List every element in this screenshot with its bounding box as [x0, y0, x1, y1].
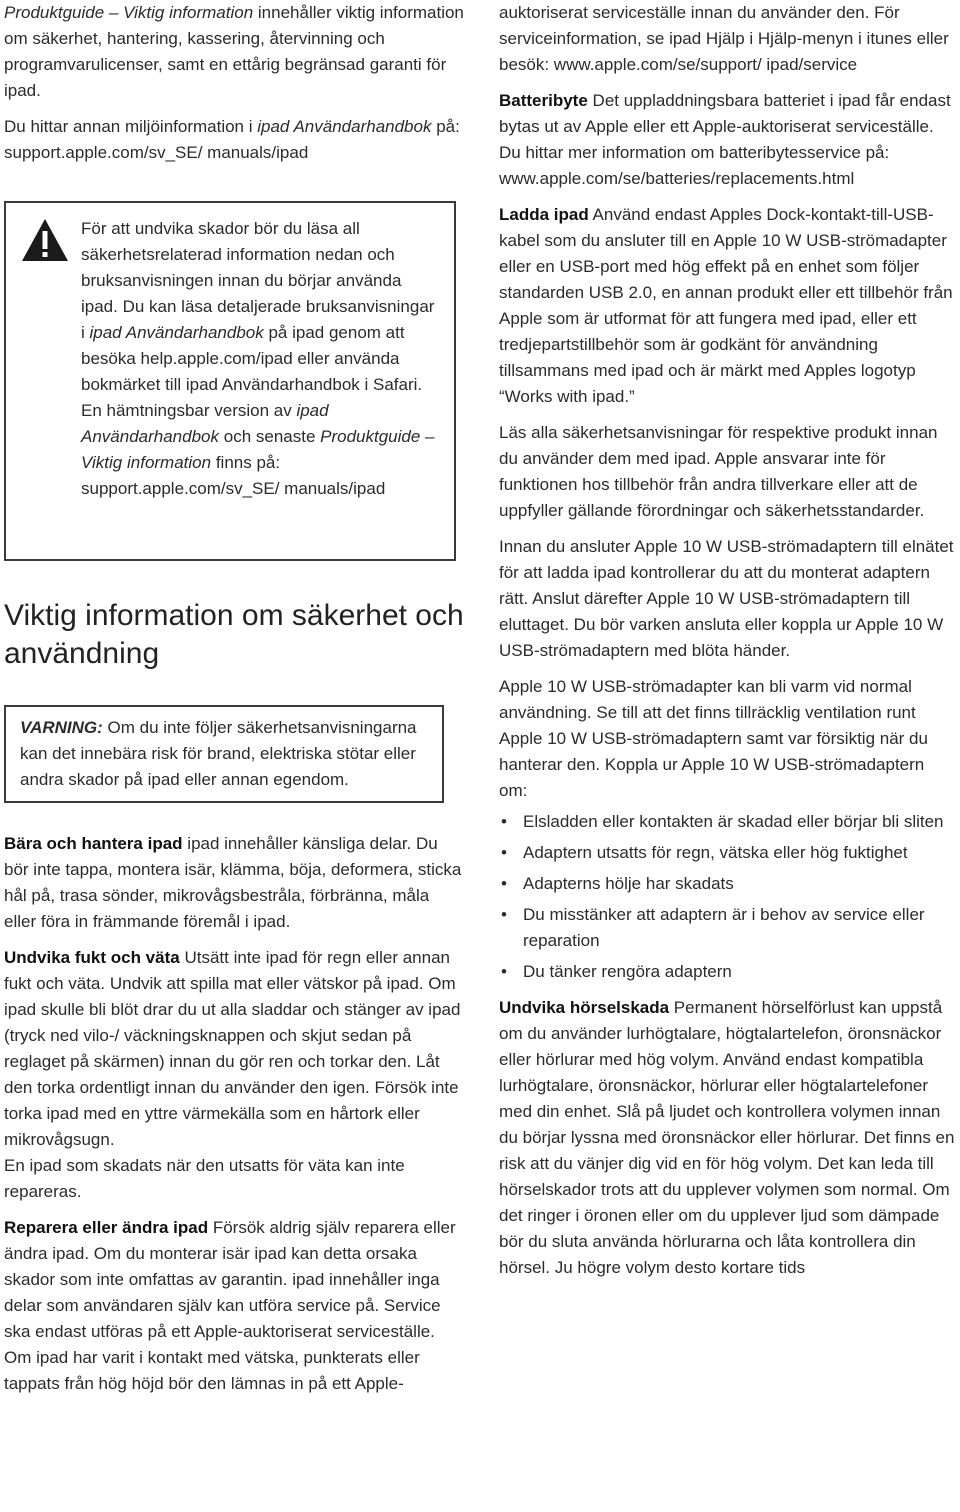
intro-paragraph — [4, 0, 466, 104]
left-column — [4, 0, 466, 1397]
list-item: • Elsladden eller kontakten är skadad eller börjar bli sliten — [501, 812, 944, 831]
water-paragraph: Undvika fukt och väta Utsätt inte ipad för regn eller annan fukt och väta. Undvik att spilla mat eller vätskor på ipad. Om ipad skulle bli blöt drar du ut alla sladdar och stänger av ipad (tryck ned vilo-/ väckningsknappen och skjut sedan på reglaget på skärmen) innan du gör ren och torkar den. Låt den torka ordentligt innan du använder den igen. Försök inte torka ipad med en yttre värmekälla som en hårtork eller mikrovågsugn. — [4, 948, 461, 1149]
right-column — [499, 0, 957, 1281]
intro-text: innehåller viktig information om säkerhet, hantering, kassering, återvinning och programvarulicenser, samt en ettårig begränsad garanti för ipad. — [4, 3, 464, 100]
warm-paragraph: Apple 10 W USB-strömadapter kan bli varm vid normal användning. Se till att det finns tillräcklig ventilation runt Apple 10 W USB-strömadaptern samt var försiktig när du hanterar den. Koppla ur Apple 10 W USB-strömadaptern om: — [499, 677, 928, 800]
warning-triangle-icon — [20, 217, 70, 263]
hearing-paragraph: Undvika hörselskada Permanent hörselförlust kan uppstå om du använder lurhögtalare, högtalartelefon, öronsnäckor eller hörlurar med hög volym. Använd endast kompatibla lurhögtalare, öronsnäckor, hörlurar eller högtalartelefoner med din enhet. Slå på ljudet och kontrollera volymen innan du börjar lyssna med öronsnäckor eller hörlurar. Det finns en risk att du vänjer dig vid en för hög volym. Det kan leda till hörselskador trots att du upplever volymen som normal. Om det ringer i öronen eller om du upplever ljud som dämpade bör du sluta använda hörlurarna och låta kontrollera din hörsel. Ju högre volym desto kortare tids — [499, 998, 955, 1277]
repair-paragraph: Reparera eller ändra ipad Försök aldrig själv reparera eller ändra ipad. Om du monterar isär ipad kan detta orsaka skador som inte omfattas av garantin. ipad innehåller inga delar som användaren själv kan utföra service på. Service ska endast utföras på ett Apple-auktoriserat serviceställe. Om ipad har varit i kontakt med vätska, punkterats eller tappats från hög höjd bör den lämnas in på ett Apple- — [4, 1218, 456, 1393]
handle-paragraph: Bära och hantera ipad ipad innehåller känsliga delar. Du bör inte tappa, montera isär, klämma, böja, deformera, sticka hål på, trasa sönder, mikrovågsbestråla, förbränna, måla eller föra in främmande föremål i ipad. — [4, 834, 462, 931]
env-italic: ipad Användarhandbok — [257, 117, 432, 136]
service-paragraph: auktoriserat serviceställe innan du använder den. För serviceinformation, se ipad Hjälp i Hjälp-menyn i itunes eller besök: www.apple.com/se/support/ ipad/service — [499, 3, 949, 74]
env-text-1: Du hittar annan miljöinformation i — [4, 117, 258, 136]
env-text-2: på: support.apple.com/sv_SE/ manuals/ipad — [4, 117, 460, 162]
list-item: • Adapterns hölje har skadats — [501, 874, 734, 893]
notice-text: För att undvika skador bör du läsa all säkerhetsrelaterad information nedan och bruksanvisningen innan du börjar använda ipad. Du kan läsa detaljerade bruksanvisningar i ipad Användarhandbok på ipad genom att besöka help.apple.com/ipad eller använda bokmärket till ipad Användarhandbok i Safari. En hämtningsbar version av ipad Användarhandbok och senaste Produktguide – Viktig information finns på: support.apple.com/sv_SE/ manuals/ipad — [81, 219, 435, 498]
warning-box — [4, 705, 444, 803]
list-item: • Du misstänker att adaptern är i behov av service eller reparation — [501, 905, 925, 950]
notice-box — [4, 201, 456, 561]
warning-text: Om du inte följer säkerhetsanvisningarna kan det innebära risk för brand, elektriska stötar eller andra skador på ipad eller annan egendom. — [20, 718, 417, 789]
charge-paragraph: Ladda ipad Använd endast Apples Dock-kontakt-till-USB-kabel som du ansluter till en Apple 10 W USB-strömadapter eller en USB-port med hög effekt på en enhet som följer standarden USB 2.0, en annan produkt eller ett tillbehör från Apple som är utformat för att fungera med ipad, eller ett tredjepartstillbehör som är godkänt för användning tillsammans med ipad och är märkt med Apples logotyp “Works with ipad.” — [499, 205, 953, 406]
list-item: • Adaptern utsatts för regn, vätska eller hög fuktighet — [501, 843, 908, 862]
warning-label: VARNING: — [20, 718, 103, 737]
env-paragraph — [4, 114, 466, 166]
list-item: • Du tänker rengöra adaptern — [501, 962, 732, 981]
intro-title: Produktguide – Viktig information — [4, 3, 254, 22]
water-paragraph-2: En ipad som skadats när den utsatts för väta kan inte repareras. — [4, 1156, 405, 1201]
unplug-list — [499, 809, 957, 985]
battery-paragraph: Batteribyte Det uppladdningsbara batteriet i ipad får endast bytas ut av Apple eller ett Apple-auktoriserat serviceställe. Du hittar mer information om batteribytesservice på: www.apple.com/se/batteries/replacements.html — [499, 91, 951, 188]
read-paragraph: Läs alla säkerhetsanvisningar för respektive produkt innan du använder dem med ipad. Apple ansvarar inte för funktionen hos tillbehör från andra tillverkare eller att de uppfyller gällande förordningar och säkerhetsstandarder. — [499, 423, 938, 520]
connect-paragraph: Innan du ansluter Apple 10 W USB-strömadaptern till elnätet för att ladda ipad kontrollerar du att du monterat adaptern rätt. Anslut därefter Apple 10 W USB-strömadaptern till eluttaget. Du bör varken ansluta eller koppla ur Apple 10 W USB-strömadaptern med blöta händer. — [499, 537, 954, 660]
section-heading: Viktig information om säkerhet och användning — [4, 599, 464, 670]
